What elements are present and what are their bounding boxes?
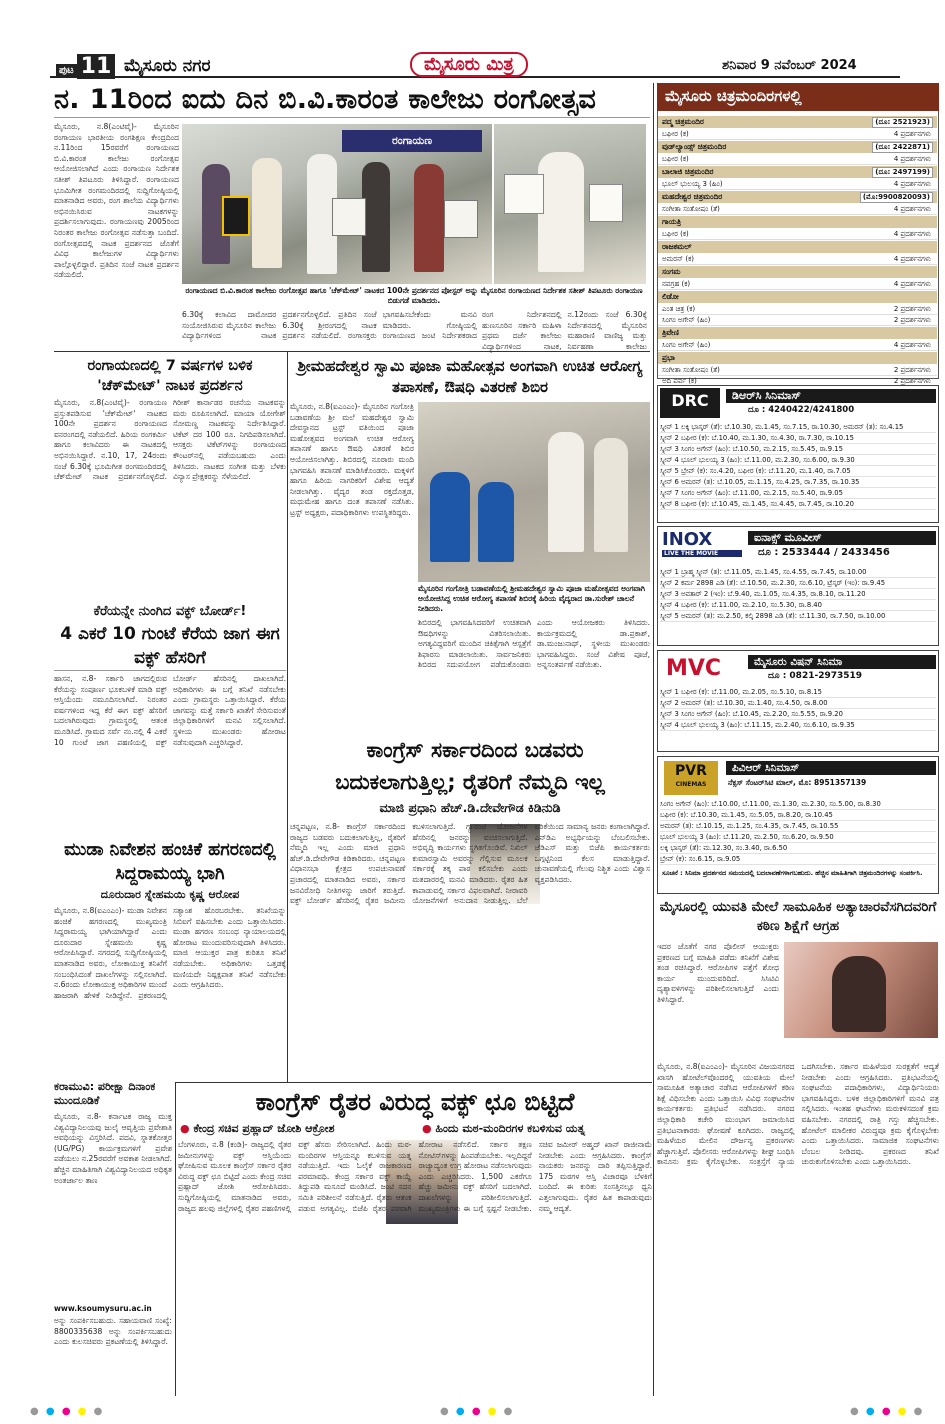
- drc-phone: ದೂ : 4240422/4241800: [748, 405, 855, 415]
- ksou-website[interactable]: www.ksoumysuru.ac.in: [54, 1304, 152, 1313]
- theatre-name-text: ಪದ್ಮ ಚಿತ್ರಮಂದಿರ: [662, 117, 704, 126]
- showtime-row: ಸ್ಕ್ರೀನ್ 7 ಸಿಂಗಂ ಅಗೇನ್ (ಹಿಂ): ಬೆ.11.00, ಮ.2.15, ಸಂ.5.40, ರಾ.9.05: [660, 488, 936, 499]
- waqf-lake-headline: 4 ಎಕರೆ 10 ಗುಂಟೆ ಕೆರೆಯ ಜಾಗ ಈಗ ವಕ್ಫ್ ಹೆಸರಿಗೆ: [54, 622, 286, 671]
- pvr-logo: [664, 761, 718, 795]
- movie-shows: 4 ಪ್ರದರ್ಶನಗಳು: [893, 280, 931, 288]
- movie-row: [658, 129, 937, 140]
- waqf-farmers-bullet-2: ● ಹಿಂದು ಮಠ-ಮಂದಿರಗಳ ಕಬಳಿಸುವ ಯತ್ನ: [422, 1122, 585, 1135]
- pvr-address: ನೆಕ್ಸಸ್ ಸೆಂಟರ್‌ಸಿಟಿ ಮಾಲ್, ಮೊ: 8951357139: [728, 778, 867, 787]
- theatre-name-text: ತ್ರಿವೇಣಿ: [662, 328, 679, 337]
- print-registration-dots: ● ● ● ● ●: [850, 1406, 925, 1417]
- health-camp-photo: [418, 402, 650, 582]
- lead-body-bottom: 6.30ಕ್ಕೆ ಕಲಾವಿದ ದಾಮೋದರ ಸಂಯೋಜಿಸಿರುವ ಮೈಸೂರಿನ ಕಾಲೇಜು ವಿದ್ಯಾರ್ಥಿಗಳಿಂದ ನಾಟಕ ಪ್ರದರ್ಶನಗೊಳ್ಳಲಿದೆ. ಪ್ರತಿದಿನ ಸಂಜೆ 6.30ಕ್ಕೆ ಶ್ರೀರಂಗದಲ್ಲಿ ನಾಟಕ ಪ್ರದರ್ಶನ ನಡೆಯಲಿದೆ. ರಂಗಾಸಕ್ತರು ಭಾಗವಹಿಸಬೇಕೆಂದು ಮನವಿ ಮಾಡಿದರು. ಗೋಷ್ಠಿಯಲ್ಲಿ ರಂಗಾಯಣದ ಜಂಟಿ ನಿರ್ದೇಶಕರಾದ: [182, 310, 477, 341]
- movie-title: ಎಂತ ಚಿತ್ರ (ಕ): [662, 305, 696, 313]
- pvr-note: ಸೂಚನೆ : ಸಿನಿಮಾ ಪ್ರದರ್ಶನದ ಸಮಯದಲ್ಲಿ ಬದಲಾವಣೆಗಳಾಗಬಹುದು. ಹೆಚ್ಚಿನ ಮಾಹಿತಿಗಾಗಿ ಚಿತ್ರಮಂದಿರಗಳನ್ನು ಸಂಪರ್ಕಿಸಿ.: [662, 869, 923, 877]
- inox-name: ಐನಾಕ್ಸ್ ಮೂವೀಸ್: [748, 531, 936, 545]
- movie-shows: 4 ಪ್ರದರ್ಶನಗಳು: [893, 155, 931, 163]
- movie-shows: 2 ಪ್ರದರ್ಶನಗಳು: [893, 366, 931, 374]
- theatre-name: [658, 352, 937, 364]
- page-number-value: 11: [77, 54, 116, 79]
- gowda-headline-1: ಕಾಂಗ್ರೆಸ್ ಸರ್ಕಾರದಿಂದ ಬಡವರು: [366, 738, 584, 762]
- movie-title: ಅದಿ ಪರ್ವ (ಕ): [662, 377, 697, 385]
- waqf-lake-body: ಹಾಸನ, ನ.8- ಸರ್ಕಾರಿ ಜಾಗದಲ್ಲಿರುವ ಕೆರೆಯನ್ನು ಸಂಪೂರ್ಣ ಭೂಕಬಳಿಕೆ ಮಾಡಿ ವಕ್ಫ್ ಆಸ್ತಿಯೆಂದು ನಮೂದಿಸಲಾಗಿದೆ. ನಿರಂತರ ವರ್ಷಗಳಿಂದ ಇದ್ದ ಕೆರೆ ಈಗ ವಕ್ಫ್ ಹೆಸರಿಗೆ ಬದಲಾಗಿರುವುದು ಗ್ರಾಮಸ್ಥರಲ್ಲಿ ಆತಂಕ ಮೂಡಿಸಿದೆ. ಗ್ರಾಮದ ಸರ್ವೆ ನಂ.ನಲ್ಲಿ 4 ಎಕರೆ 10 ಗುಂಟೆ ಜಾಗ ಪಹಣಿಯಲ್ಲಿ ವಕ್ಫ್ ಬೋರ್ಡ್ ಹೆಸರಿನಲ್ಲಿ ದಾಖಲಾಗಿದೆ. ಅಧಿಕಾರಿಗಳು ಈ ಬಗ್ಗೆ ತನಿಖೆ ನಡೆಸಬೇಕು ಎಂದು ಗ್ರಾಮಸ್ಥರು ಒತ್ತಾಯಿಸಿದ್ದಾರೆ. ಕೆರೆಯ ಜಾಗವನ್ನು ಮತ್ತೆ ಸರ್ಕಾರಿ ಖಾತೆಗೆ ಸೇರಿಸುವಂತೆ ಜಿಲ್ಲಾಧಿಕಾರಿಗಳಿಗೆ ಮನವಿ ಸಲ್ಲಿಸಲಾಗಿದೆ. ಸ್ಥಳೀಯ ಮುಖಂಡರು ಹೋರಾಟ ನಡೆಸುವುದಾಗಿ ಎಚ್ಚರಿಸಿದ್ದಾರೆ.: [54, 674, 286, 747]
- section-rule: [176, 1082, 652, 1083]
- movie-row: [658, 304, 937, 315]
- showtime-row: ಸ್ಕ್ರೀನ್ 5 ಬ್ರೇವ್ (ಕ): ಸಂ.4.20, ಬಘೀರ (ಕ): ಬೆ.11.20, ಮ.1.40, ರಾ.7.05: [660, 466, 936, 477]
- showtime-row: ಸ್ಕ್ರೀನ್ 6 ಅಮರನ್ (ತ): ಬೆ.10.05, ಮ.1.15, ಸಂ.4.25, ರಾ.7.35, ರಾ.10.35: [660, 477, 936, 488]
- lead-body-left: ಮೈಸೂರು, ನ.8(ಎಂಟಿವೈ)- ಮೈಸೂರಿನ ರಂಗಾಯಣ ಭಾರತೀಯ ರಂಗಶಿಕ್ಷಣ ಕೇಂದ್ರದಿಂದ ನ.11ರಿಂದ 15ರವರೆಗೆ ರಂಗಾಯಣದ ಬಿ.ವಿ.ಕಾರಂತ ಕಾಲೇಜು ರಂಗೋತ್ಸವ ಆಯೋಜಿಸಲಾಗಿದೆ ಎಂದು ರಂಗಾಯಣ ನಿರ್ದೇಶಕ ಸತೀಶ್ ತಿಪಟೂರು ತಿಳಿಸಿದ್ದಾರೆ. ರಂಗಾಯಣದ ಭೂಮಿಗೀತ ರಂಗಮಂದಿರದಲ್ಲಿ ಸುದ್ದಿಗೋಷ್ಠಿಯಲ್ಲಿ ಮಾತನಾಡಿದ ಅವರು, ರಂಗ ಶಾಲೆಯ ವಿದ್ಯಾರ್ಥಿಗಳು ಅಭಿನಯಿಸಿರುವ ನಾಟಕಗಳನ್ನು ಪ್ರದರ್ಶಿಸಲಾಗುವುದು. ರಂಗಾಯಣವು 2005ರಿಂದ ನಿರಂತರ ಕಾಲೇಜು ರಂಗೋತ್ಸವ ನಡೆಸುತ್ತಾ ಬಂದಿದೆ. ರಂಗೋತ್ಸವದಲ್ಲಿ ನಾಟಕ ಪ್ರದರ್ಶನದ ಜೊತೆಗೆ ವಿವಿಧ ಕಾಲೇಜುಗಳ ವಿದ್ಯಾರ್ಥಿಗಳು ಪಾಲ್ಗೊಳ್ಳಲಿದ್ದಾರೆ. ಪ್ರತಿದಿನ ಸಂಜೆ ನಾಟಕ ಪ್ರದರ್ಶನ ನಡೆಯಲಿದೆ.: [54, 122, 179, 280]
- person-figure: [594, 438, 628, 552]
- assault-photo: [784, 942, 938, 1038]
- theatre-name: [658, 241, 937, 253]
- health-camp-photo-caption: ಮೈಸೂರಿನ ಗಂಗೋತ್ರಿ ಬಡಾವಣೆಯಲ್ಲಿ ಶ್ರೀಮಹದೇಶ್ವರ ಸ್ವಾಮಿ ಪೂಜಾ ಮಹೋತ್ಸವದ ಅಂಗವಾಗಿ ಆಯೋಜಿಸಿದ್ದ ಉಚಿತ ಆರೋಗ್ಯ ತಪಾಸಣೆ ಶಿಬಿರಕ್ಕೆ ಹಿರಿಯ ವೈದ್ಯರಾದ ಡಾ.ಸುರೇಶ್ ಚಾಲನೆ ನೀಡಿದರು.: [418, 584, 645, 613]
- column-rule: [175, 1082, 176, 1396]
- ksou-body: ಮೈಸೂರು, ನ.8- ಕರ್ನಾಟಕ ರಾಜ್ಯ ಮುಕ್ತ ವಿಶ್ವವಿದ್ಯಾನಿಲಯವು ಜುಲೈ ಆವೃತ್ತಿಯ ಪ್ರವೇಶಾತಿ ಅವಧಿಯನ್ನು ವಿಸ್ತರಿಸಿದೆ. ಪದವಿ, ಸ್ನಾತಕೋತ್ತರ (UG/PG) ಕಾರ್ಯಕ್ರಮಗಳಿಗೆ ಪ್ರವೇಶ ಪಡೆಯಲು ನ.25ರವರೆಗೆ ಅವಕಾಶ ನೀಡಲಾಗಿದೆ. ಹೆಚ್ಚಿನ ಮಾಹಿತಿಗಾಗಿ ವಿಶ್ವವಿದ್ಯಾನಿಲಯದ ಅಧಿಕೃತ ಅಂತರ್ಜಾಲ ತಾಣ: [54, 1112, 172, 1185]
- bullet-1-text: ಕೇಂದ್ರ ಸಚಿವ ಪ್ರಹ್ಲಾದ್ ಜೋಶಿ ಆಕ್ರೋಶ: [193, 1122, 335, 1135]
- person-figure: [538, 152, 584, 272]
- figure-silhouette: [832, 956, 886, 1032]
- gowda-subhead: ಮಾಜಿ ಪ್ರಧಾನಿ ಹೆಚ್.ಡಿ.ದೇವೇಗೌಡ ಕಿಡಿನುಡಿ: [379, 800, 561, 815]
- movie-row: [658, 204, 937, 215]
- inox-logo-sub: LIVE THE MOVIE: [662, 550, 742, 557]
- lead-body-right: ರಂಗ ನಿರ್ದೇಶನದಲ್ಲಿ ಹುಣಸೂರಿನ ಸರ್ಕಾರಿ ಮಹಿಳಾ ಪ್ರಥಮ ದರ್ಜೆ ಕಾಲೇಜು ವಿದ್ಯಾರ್ಥಿಗಳಿಂದ ನಾಟಕ, ನ.12ರಂದು ಸಂಜೆ 6.30ಕ್ಕೆ ನಿರ್ದೇಶನದಲ್ಲಿ ಮೈಸೂರಿನ ಮಹಾರಾಣಿ ವಾಣಿಜ್ಯ ಮತ್ತು ನಿರ್ವಹಣಾ ಕಾಲೇಜು: [482, 310, 647, 351]
- poster: [222, 196, 250, 236]
- theatre-name: [658, 266, 937, 278]
- movie-title: ನವಗ್ರಹ (ಕ): [662, 280, 691, 288]
- showtime-row: ಸ್ಕ್ರೀನ್ 4 ಬಘೀರ (ಕ): ಬೆ.11.00, ಮ.2.10, ಸಂ.5.30, ರಾ.8.40: [660, 600, 936, 611]
- assault-body: ಮೈಸೂರು, ನ.8(ಐಎಂಎಂ)- ಮೈಸೂರಿನ ವಿಜಯನಗರದ ಖಾಸಗಿ ಹೋಟೆಲ್‌ವೊಂದರಲ್ಲಿ ಯುವತಿಯ ಮೇಲೆ ಸಾಮೂಹಿಕ ಅತ್ಯಾಚಾರ ನಡೆಸಿದ ಆರೋಪಿಗಳಿಗೆ ಕಠಿಣ ಶಿಕ್ಷೆ ವಿಧಿಸಬೇಕು ಎಂದು ಒತ್ತಾಯಿಸಿ ವಿವಿಧ ಸಂಘಟನೆಗಳ ಕಾರ್ಯಕರ್ತರು ಪ್ರತಿಭಟನೆ ನಡೆಸಿದರು. ನಗರದ ಜಿಲ್ಲಾಧಿಕಾರಿ ಕಚೇರಿ ಮುಂಭಾಗ ಜಮಾಯಿಸಿದ ಪ್ರತಿಭಟನಾಕಾರರು ಘೋಷಣೆ ಕೂಗಿದರು. ರಾಜ್ಯದಲ್ಲಿ ಮಹಿಳೆಯರ ಮೇಲಿನ ದೌರ್ಜನ್ಯ ಪ್ರಕರಣಗಳು ಹೆಚ್ಚಾಗುತ್ತಿವೆ. ಪೊಲೀಸರು ಆರೋಪಿಗಳನ್ನು ಶೀಘ್ರ ಬಂಧಿಸಿ ಕಾನೂನು ಕ್ರಮ ಕೈಗೊಳ್ಳಬೇಕು. ಸಂತ್ರಸ್ತೆಗೆ ನ್ಯಾಯ ಒದಗಿಸಬೇಕು. ಸರ್ಕಾರ ಮಹಿಳೆಯರ ಸುರಕ್ಷತೆಗೆ ಆದ್ಯತೆ ನೀಡಬೇಕು ಎಂದು ಆಗ್ರಹಿಸಿದರು. ಪ್ರತಿಭಟನೆಯಲ್ಲಿ ಸಂಘಟನೆಯ ಪದಾಧಿಕಾರಿಗಳು, ವಿದ್ಯಾರ್ಥಿನಿಯರು ಭಾಗವಹಿಸಿದ್ದರು. ಬಳಿಕ ಜಿಲ್ಲಾಧಿಕಾರಿಗಳಿಗೆ ಮನವಿ ಪತ್ರ ಸಲ್ಲಿಸಿದರು. ಇಂತಹ ಘಟನೆಗಳು ಮರುಕಳಿಸದಂತೆ ಕ್ರಮ ವಹಿಸಬೇಕು. ನಗರದಲ್ಲಿ ರಾತ್ರಿ ಗಸ್ತು ಹೆಚ್ಚಿಸಬೇಕು. ಹೋಟೆಲ್ ಮಾಲೀಕರ ವಿರುದ್ಧವೂ ಕ್ರಮ ಕೈಗೊಳ್ಳಬೇಕು ಎಂದು ಒತ್ತಾಯಿಸಿದರು. ಸಾಮಾಜಿಕ ಸಂಘಟನೆಗಳು ಬೆಂಬಲ ನೀಡಿದವು. ಪ್ರಕರಣದ ತನಿಖೆ ಚುರುಕುಗೊಳಿಸಬೇಕು ಎಂದು ಒತ್ತಾಯಿಸಿದರು.: [657, 1062, 939, 1167]
- showtime-row: ಸ್ಕ್ರೀನ್ 5 ಅಮರನ್ (ತ): ಮ.2.50, ಕಲ್ಕಿ 2898 ಎಡಿ (ತೆ): ಬೆ.11.30, ರಾ.7.50, ರಾ.10.00: [660, 611, 936, 622]
- ksou-body-2: ಅನ್ನು ಸಂಪರ್ಕಿಸಬಹುದು. ಸಹಾಯವಾಣಿ ಸಂಖ್ಯೆ: 8800335638 ಅನ್ನು ಸಂಪರ್ಕಿಸಬಹುದು ಎಂದು ಕುಲಸಚಿವರು ಪ್ರಕಟಣೆಯಲ್ಲಿ ತಿಳಿಸಿದ್ದಾರೆ.: [54, 1316, 172, 1347]
- theatre-name-text: ಲಿಡೋ: [662, 292, 679, 301]
- gowda-headline-2: ಬದುಕಲಾಗುತ್ತಿಲ್ಲ; ರೈತರಿಗೆ ನೆಮ್ಮದಿ ಇಲ್ಲ: [335, 770, 605, 794]
- lead-photo-2: [494, 124, 646, 284]
- theatre-name: [658, 291, 937, 303]
- certificate: [504, 174, 544, 214]
- showtime-row: ಲಕ್ಕಿ ಭಾಸ್ಕರ್ (ತೆ): ಮ.12.30, ಸಂ.3.40, ರಾ.6.50: [660, 843, 936, 854]
- theatre-phone: (ದೂ: 2521923): [872, 117, 933, 128]
- movie-shows: 4 ಪ್ರದರ್ಶನಗಳು: [893, 341, 931, 349]
- movie-row: [658, 365, 937, 376]
- pvr-name: ಪಿವಿಆರ್ ಸಿನಿಮಾಸ್: [726, 761, 936, 775]
- waqf-farmers-headline: ಕಾಂಗ್ರೆಸ್ ರೈತರ ವಿರುದ್ಧ ವಕ್ಫ್ ಛೂ ಬಿಟ್ಟಿದೆ: [255, 1088, 575, 1116]
- theatre-name: [658, 116, 937, 128]
- movie-shows: 4 ಪ್ರದರ್ಶನಗಳು: [893, 230, 931, 238]
- movie-title: ಭೂಲ್ ಭುಲಯ್ಯ 3 (ಹಿಂ): [662, 180, 723, 188]
- mvc-logo: MVC: [666, 656, 722, 681]
- poster: [444, 200, 478, 238]
- ksou-headline: ಕರಾಮುವಿ: ಪರೀಕ್ಷಾ ದಿನಾಂಕ ಮುಂದೂಡಿಕೆ: [54, 1080, 156, 1107]
- pvr-box: [657, 756, 939, 894]
- health-camp-body-2: ಶಿಬಿರದಲ್ಲಿ ಭಾಗವಹಿಸಿದವರಿಗೆ ಉಚಿತವಾಗಿ ಔಷಧಿಗಳನ್ನು ವಿತರಿಸಲಾಯಿತು. ಅಗತ್ಯವಿದ್ದವರಿಗೆ ಮುಂದಿನ ಚಿಕಿತ್ಸೆಗಾಗಿ ಆಸ್ಪತ್ರೆಗೆ ಶಿಫಾರಸು ಮಾಡಲಾಯಿತು. ಸಾರ್ವಜನಿಕರು ಶಿಬಿರದ ಸದುಪಯೋಗ ಪಡೆದುಕೊಂಡರು ಎಂದು ಆಯೋಜಕರು ತಿಳಿಸಿದರು. ಕಾರ್ಯಕ್ರಮದಲ್ಲಿ ಡಾ.ಪ್ರಕಾಶ್, ಡಾ.ಮಂಜುನಾಥ್, ಸ್ಥಳೀಯ ಮುಖಂಡರು ಭಾಗವಹಿಸಿದ್ದರು. ಸಂಜೆ ವಿಶೇಷ ಪೂಜೆ, ಅನ್ನಸಂತರ್ಪಣೆ ನಡೆಯಿತು.: [418, 618, 650, 670]
- theatre-name-text: ರಾಜಕಮಲ್: [662, 242, 692, 251]
- pvr-logo-sub: CINEMAS: [675, 781, 707, 788]
- showtime-row: ಅಮರನ್ (ತ): ಬೆ.10.15, ಮ.1.25, ಸಂ.4.35, ರಾ.7.45, ರಾ.10.55: [660, 821, 936, 832]
- theatre-name-text: ಸಂಗಮ: [662, 267, 681, 276]
- showtime-row: ಬ್ರೇವ್ (ಕ): ಸಂ.6.15, ರಾ.9.05: [660, 854, 936, 865]
- showtime-row: ಸ್ಕ್ರೀನ್ 2 ಬಘೀರ (ಕ): ಬೆ.10.40, ಮ.1.30, ಸಂ.4.30, ರಾ.7.30, ರಾ.10.15: [660, 433, 936, 444]
- theatre-name: [658, 141, 937, 153]
- movie-row: [658, 154, 937, 165]
- page-number: [56, 54, 115, 79]
- movie-title: ಬಘೀರ (ಕ): [662, 130, 689, 138]
- student-figure: [430, 472, 470, 562]
- showtime-row: ಸ್ಕ್ರೀನ್ 2 ಅಮರನ್ (ತ): ಬೆ.10.30, ಮ.1.40, ಸಂ.4.50, ರಾ.8.00: [660, 698, 936, 709]
- gowda-body: ಚನ್ನಪಟ್ಟಣ, ನ.8- ಕಾಂಗ್ರೆಸ್ ಸರ್ಕಾರದಿಂದ ರಾಜ್ಯದ ಬಡವರು ಬದುಕಲಾಗುತ್ತಿಲ್ಲ, ರೈತರಿಗೆ ನೆಮ್ಮದಿ ಇಲ್ಲ ಎಂದು ಮಾಜಿ ಪ್ರಧಾನಿ ಹೆಚ್.ಡಿ.ದೇವೇಗೌಡ ಕಿಡಿಕಾರಿದರು. ಚನ್ನಪಟ್ಟಣ ವಿಧಾನಸಭಾ ಕ್ಷೇತ್ರದ ಉಪಚುನಾವಣೆ ಪ್ರಚಾರದಲ್ಲಿ ಮಾತನಾಡಿದ ಅವರು, ಸರ್ಕಾರ ಜನವಿರೋಧಿ ನೀತಿಗಳನ್ನು ಜಾರಿಗೆ ತರುತ್ತಿದೆ. ವಕ್ಫ್ ಬೋರ್ಡ್ ಹೆಸರಿನಲ್ಲಿ ರೈತರ ಜಮೀನು ಕಬಳಿಸಲಾಗುತ್ತಿದೆ. ಗ್ಯಾರಂಟಿ ಯೋಜನೆಗಳ ಹೆಸರಿನಲ್ಲಿ ಜನರನ್ನು ವಂಚಿಸಲಾಗುತ್ತಿದೆ. ಅಭಿವೃದ್ಧಿ ಕಾರ್ಯಗಳು ಸ್ಥಗಿತಗೊಂಡಿವೆ. ನಿಖಿಲ್ ಕುಮಾರಸ್ವಾಮಿ ಅವರನ್ನು ಗೆಲ್ಲಿಸುವ ಮೂಲಕ ಸರ್ಕಾರಕ್ಕೆ ತಕ್ಕ ಪಾಠ ಕಲಿಸಬೇಕು ಎಂದು ಮತದಾರರಲ್ಲಿ ಮನವಿ ಮಾಡಿದರು. ರೈತರ ಹಿತ ಕಾಪಾಡುವಲ್ಲಿ ಸರ್ಕಾರ ವಿಫಲವಾಗಿದೆ. ನೀರಾವರಿ ಯೋಜನೆಗಳಿಗೆ ಅನುದಾನ ನೀಡುತ್ತಿಲ್ಲ. ಬೆಲೆ ಏರಿಕೆಯಿಂದ ಸಾಮಾನ್ಯ ಜನರು ಕಂಗಾಲಾಗಿದ್ದಾರೆ. ಎನ್‌ಡಿಎ ಅಭ್ಯರ್ಥಿಯನ್ನು ಬೆಂಬಲಿಸಬೇಕು. ಜೆಡಿಎಸ್ ಮತ್ತು ಬಿಜೆಪಿ ಕಾರ್ಯಕರ್ತರು ಒಗ್ಗಟ್ಟಿನಿಂದ ಕೆಲಸ ಮಾಡುತ್ತಿದ್ದಾರೆ. ಚುನಾವಣೆಯಲ್ಲಿ ಗೆಲುವು ನಿಶ್ಚಿತ ಎಂದು ವಿಶ್ವಾಸ ವ್ಯಕ್ತಪಡಿಸಿದರು.: [290, 822, 650, 906]
- showtime-row: ಸ್ಕ್ರೀನ್ 3 ಸಿಂಗಂ ಅಗೇನ್ (ಹಿಂ): ಬೆ.10.45, ಮ.2.20, ಸಂ.5.55, ರಾ.9.20: [660, 709, 936, 720]
- movie-row: [658, 315, 937, 326]
- masthead-logo: ಮೈಸೂರು ಮಿತ್ರ: [410, 52, 528, 77]
- checkmate-headline: ರಂಗಾಯಣದಲ್ಲಿ 7 ವರ್ಷಗಳ ಬಳಿಕ 'ಚೆಕ್‌ಮೇಟ್' ನಾಟಕ ಪ್ರದರ್ಶನ: [87, 358, 253, 394]
- mvc-phone: ದೂ : 0821-2973519: [768, 671, 863, 681]
- movie-title: ಸಂಗೀತಾ ಸಂತೋಷಂ (ತೆ): [662, 366, 720, 374]
- drc-box: [657, 385, 939, 523]
- lead-photo-caption: ರಂಗಾಯಣದ ಬಿ.ವಿ.ಕಾರಂತ ಕಾಲೇಜು ರಂಗೋತ್ಸವ ಹಾಗೂ 'ಚೆಕ್‌ಮೇಟ್' ನಾಟಕದ 100ನೇ ಪ್ರದರ್ಶನದ ಪೋಸ್ಟರ್ ಅನ್ನು ಮೈಸೂರಿನ ರಂಗಾಯಣದ ನಿರ್ದೇಶಕ ಸತೀಶ್ ತಿಪಟೂರು ರಂಗಾಯಣ ಬಿಡುಗಡೆ ಮಾಡಿದರು.: [185, 286, 643, 305]
- theatre-phone: (ಮೊ:9900820093): [860, 192, 933, 203]
- theatre-listing-title: ಮೈಸೂರು ಚಿತ್ರಮಂದಿರಗಳಲ್ಲಿ: [657, 83, 939, 111]
- movie-title: ಸಂಗೀತಾ ಸಂತೋಷಂ (ತೆ): [662, 205, 720, 213]
- showtime-row: ಸ್ಕ್ರೀನ್ 3 ಅವತಾರ್ 2 (ಇಂ): ಬೆ.9.40, ಮ.1.05, ಸಂ.4.35, ರಾ.8.10, ರಾ.11.20: [660, 589, 936, 600]
- theatre-name: [658, 166, 937, 178]
- movie-shows: 4 ಪ್ರದರ್ಶನಗಳು: [893, 205, 931, 213]
- theatre-phone: (ದೂ: 2422871): [872, 142, 933, 153]
- theatre-name-text: ಬಾಲಾಜಿ ಚಿತ್ರಮಂದಿರ: [662, 167, 714, 176]
- checkmate-body: ಮೈಸೂರು, ನ.8(ಎಂಟಿವೈ)- ರಂಗಾಯಣ ಪ್ರಸ್ತುತಪಡಿಸುವ 'ಚೆಕ್‌ಮೇಟ್' ನಾಟಕದ 100ನೇ ಪ್ರದರ್ಶನ ರಂಗಾಯಣದ ವನರಂಗದಲ್ಲಿ ನಡೆಯಲಿದೆ. ಹಿರಿಯ ರಂಗಕರ್ಮಿ ಹಾಗೂ ಕಲಾವಿದರು ಈ ನಾಟಕದಲ್ಲಿ ಅಭಿನಯಿಸಿದ್ದಾರೆ. ನ.10, 17, 24ರಂದು ಸಂಜೆ 6.30ಕ್ಕೆ ಭೂಮಿಗೀತ ರಂಗಮಂದಿರದಲ್ಲಿ ಚೆಕ್‌ಮೇಟ್ ನಾಟಕ ಪ್ರದರ್ಶನಗೊಳ್ಳಲಿದೆ. ಗಿರೀಶ್ ಕಾರ್ನಾಡರ ರಚನೆಯ ನಾಟಕವನ್ನು ಮರು ರೂಪಿಸಲಾಗಿದೆ. ಮಾಯಾ ಯೋಗೇಶ್ ಸೋಮಣ್ಣ ನಾಟಕವನ್ನು ನಿರ್ದೇಶಿಸಿದ್ದಾರೆ. ಟಿಕೆಟ್ ದರ 100 ರೂ. ನಿಗದಿಪಡಿಸಲಾಗಿದೆ. ಆಸಕ್ತರು ಟಿಕೆಟ್‌ಗಳನ್ನು ರಂಗಾಯಣದ ಕೌಂಟರ್‌ನಲ್ಲಿ ಪಡೆಯಬಹುದು ಎಂದು ತಿಳಿಸಿದರು. ನಾಟಕದ ಸಂಗೀತ ಮತ್ತು ಬೆಳಕು ವಿನ್ಯಾಸ ಪ್ರೇಕ್ಷಕರನ್ನು ಸೆಳೆಯಲಿದೆ.: [54, 398, 286, 482]
- print-registration-dots: ● ● ● ● ●: [440, 1406, 515, 1417]
- person-figure: [252, 158, 282, 268]
- movie-shows: 4 ಪ್ರದರ್ಶನಗಳು: [893, 180, 931, 188]
- muda-body: ಮೈಸೂರು, ನ.8(ಐಎಂಎಂ)- ಮುಡಾ ನಿವೇಶನ ಹಂಚಿಕೆ ಹಗರಣದಲ್ಲಿ ಮುಖ್ಯಮಂತ್ರಿ ಸಿದ್ದರಾಮಯ್ಯ ಭಾಗಿಯಾಗಿದ್ದಾರೆ ಎಂದು ದೂರುದಾರ ಸ್ನೇಹಮಯಿ ಕೃಷ್ಣ ಆರೋಪಿಸಿದ್ದಾರೆ. ನಗರದಲ್ಲಿ ಸುದ್ದಿಗೋಷ್ಠಿಯಲ್ಲಿ ಮಾತನಾಡಿದ ಅವರು, ಲೋಕಾಯುಕ್ತ ತನಿಖೆಗೆ ಸಂಬಂಧಿಸಿದಂತೆ ದಾಖಲೆಗಳನ್ನು ಸಲ್ಲಿಸಲಾಗಿದೆ. ನ.6ರಂದು ಲೋಕಾಯುಕ್ತ ಅಧಿಕಾರಿಗಳ ಮುಂದೆ ಹಾಜರಾಗಿ ಹೇಳಿಕೆ ನೀಡಿದ್ದೇನೆ. ಪ್ರಕರಣದಲ್ಲಿ ಸತ್ಯಾಂಶ ಹೊರಬರಬೇಕು. ತನಿಖೆಯನ್ನು ಸಿಬಿಐಗೆ ವಹಿಸಬೇಕು ಎಂದು ಒತ್ತಾಯಿಸಿದರು. ಮುಡಾ ಹಗರಣ ಸಂಬಂಧ ನ್ಯಾಯಾಲಯದಲ್ಲಿ ಹೋರಾಟ ಮುಂದುವರಿಸುವುದಾಗಿ ತಿಳಿಸಿದರು. ಮಾಜಿ ಆಯುಕ್ತರ ಪಾತ್ರ ಕುರಿತೂ ತನಿಖೆ ನಡೆಯಬೇಕು. ಅಧಿಕಾರಿಗಳು ಒತ್ತಡಕ್ಕೆ ಮಣಿಯದೇ ನಿಷ್ಪಕ್ಷಪಾತ ತನಿಖೆ ನಡೆಸಬೇಕು ಎಂದು ಆಗ್ರಹಿಸಿದರು.: [54, 906, 286, 1000]
- showtime-row: ಸ್ಕ್ರೀನ್ 3 ಸಿಂಗಂ ಅಗೇನ್ (ಹಿಂ): ಬೆ.10.50, ಮ.2.15, ಸಂ.5.45, ರಾ.9.15: [660, 444, 936, 455]
- inox-logo: [662, 530, 742, 560]
- theatre-name-text: ಗಾಯತ್ರಿ: [662, 217, 682, 226]
- showtime-row: ಸ್ಕ್ರೀನ್ 4 ಭೂಲ್ ಭುಲಯ್ಯ 3 (ಹಿಂ): ಬೆ.11.15, ಮ.2.40, ಸಂ.6.10, ರಾ.9.35: [660, 720, 936, 731]
- movie-title: ಸಿಂಗಂ ಅಗೇನ್ (ಹಿಂ): [662, 341, 711, 349]
- showtime-row: ಸ್ಕ್ರೀನ್ 1 ಬಘೀರ (ಕ): ಬೆ.11.00, ಮ.2.05, ಸಂ.5.10, ರಾ.8.15: [660, 687, 936, 698]
- showtime-row: ಸ್ಕ್ರೀನ್ 2 ಕರ್ಮ 2898 ಎಡಿ (ತೆ): ಬೆ.10.50, ಮ.2.30, ಸಂ.6.10, ಟ್ರೆಸ್ಕರ್ (ಇಂ): ರಾ.9.45: [660, 578, 936, 589]
- showtime-row: ಸ್ಕ್ರೀನ್ 8 ಬಘೀರ (ಕ): ಬೆ.10.45, ಮ.1.45, ಸಂ.4.45, ರಾ.7.45, ರಾ.10.20: [660, 499, 936, 510]
- drc-name: ಡಿಆರ್‌ಸಿ ಸಿನಿಮಾಸ್: [726, 389, 936, 403]
- page-label: ಪುಟ: [56, 64, 77, 77]
- movie-shows: 4 ಪ್ರದರ್ಶನಗಳು: [893, 255, 931, 263]
- showtime-row: ಭೂಲ್ ಭುಲಯ್ಯ 3 (ಹಿಂ): ಬೆ.11.20, ಮ.2.50, ಸಂ.6.20, ರಾ.9.50: [660, 832, 936, 843]
- theatre-name-text: ಮಹದೇಶ್ವರ ಚಿತ್ರಮಂದಿರ: [662, 192, 723, 201]
- showtime-row: ಸ್ಕ್ರೀನ್ 1 ಬ್ರಾಹ್ಮ ಸ್ಕ್ರೀನ್ (ತ): ಬೆ.11.05, ಮ.1.45, ಸಂ.4.55, ರಾ.7.45, ರಾ.10.00: [660, 567, 936, 578]
- lead-headline: ನ. 11ರಿಂದ ಐದು ದಿನ ಬಿ.ವಿ.ಕಾರಂತ ಕಾಲೇಜು ರಂಗೋತ್ಸವ: [54, 83, 650, 118]
- print-registration-dots: ● ● ● ● ●: [30, 1406, 105, 1417]
- theatre-list: [657, 112, 939, 385]
- column-rule: [653, 83, 654, 1396]
- movie-title: ಬಘೀರ (ಕ): [662, 230, 689, 238]
- inox-logo-text: INOX: [662, 529, 713, 550]
- student-figure: [478, 482, 514, 562]
- person-figure: [362, 162, 390, 272]
- movie-row: [658, 229, 937, 240]
- mvc-name: ಮೈಸೂರು ವಿಷನ್ ಸಿನಿಮಾ: [748, 655, 936, 669]
- issue-date: ಶನಿವಾರ 9 ನವೆಂಬರ್ 2024: [722, 58, 857, 73]
- theatre-phone: (ದೂ: 2497199): [872, 167, 933, 178]
- waqf-farmers-bullet-1: ● ಕೇಂದ್ರ ಸಚಿವ ಪ್ರಹ್ಲಾದ್ ಜೋಶಿ ಆಕ್ರೋಶ: [180, 1122, 335, 1135]
- assault-body-top: ಇದರ ಜೊತೆಗೆ ನಗರ ಪೊಲೀಸ್ ಆಯುಕ್ತರು ಪ್ರಕರಣದ ಬಗ್ಗೆ ಮಾಹಿತಿ ಪಡೆದು ತನಿಖೆಗೆ ವಿಶೇಷ ತಂಡ ರಚಿಸಿದ್ದಾರೆ. ಆರೋಪಿಗಳ ಪತ್ತೆಗೆ ಶೋಧ ಕಾರ್ಯ ಮುಂದುವರಿದಿದೆ. ಸಿಸಿಟಿವಿ ದೃಶ್ಯಾವಳಿಗಳನ್ನು ಪರಿಶೀಲಿಸಲಾಗುತ್ತಿದೆ ಎಂದು ತಿಳಿಸಿದ್ದಾರೆ.: [657, 942, 779, 1004]
- movie-title: ಅಮರನ್ (ಕ): [662, 255, 694, 263]
- section-title: ಮೈಸೂರು ನಗರ: [124, 56, 211, 76]
- movie-row: [658, 179, 937, 190]
- health-camp-body: ಮೈಸೂರು, ನ.8(ಐಎಂಎಂ)- ಮೈಸೂರಿನ ಗಂಗೋತ್ರಿ ಬಡಾವಣೆಯ ಶ್ರೀ ಮಲೆ ಮಹದೇಶ್ವರ ಸ್ವಾಮಿ ದೇವಸ್ಥಾನದ ಟ್ರಸ್ಟ್ ವತಿಯಿಂದ ಪೂಜಾ ಮಹೋತ್ಸವದ ಅಂಗವಾಗಿ ಉಚಿತ ಆರೋಗ್ಯ ತಪಾಸಣೆ ಹಾಗೂ ಔಷಧಿ ವಿತರಣೆ ಶಿಬಿರ ಆಯೋಜಿಸಲಾಗಿತ್ತು. ಶಿಬಿರದಲ್ಲಿ ನೂರಾರು ಮಂದಿ ಭಾಗವಹಿಸಿ ತಪಾಸಣೆ ಮಾಡಿಸಿಕೊಂಡರು. ಮಕ್ಕಳಿಗೆ ಹಾಗೂ ಹಿರಿಯ ನಾಗರಿಕರಿಗೆ ವಿಶೇಷ ಆದ್ಯತೆ ನೀಡಲಾಗಿತ್ತು. ವೈದ್ಯರ ತಂಡ ರಕ್ತದೊತ್ತಡ, ಮಧುಮೇಹ ಹಾಗೂ ದಂತ ತಪಾಸಣೆ ನಡೆಸಿತು. ಟ್ರಸ್ಟ್ ಅಧ್ಯಕ್ಷರು, ಪದಾಧಿಕಾರಿಗಳು ಉಪಸ್ಥಿತರಿದ್ದರು.: [290, 402, 414, 517]
- movie-title: ಬಘೀರ (ಕ): [662, 155, 689, 163]
- muda-subhead: ದೂರುದಾರ ಸ್ನೇಹಮಯಿ ಕೃಷ್ಣ ಆರೋಪ: [100, 888, 240, 901]
- movie-shows: 4 ಪ್ರದರ್ಶನಗಳು: [893, 130, 931, 138]
- lead-photo: [182, 124, 492, 284]
- theatre-name-text: ವುಡ್‌ಲ್ಯಾಂಡ್ಸ್ ಚಿತ್ರಮಂದಿರ: [662, 142, 727, 151]
- mvc-box: [657, 650, 939, 752]
- movie-shows: 2 ಪ್ರದರ್ಶನಗಳು: [893, 377, 931, 385]
- theatre-name: [658, 191, 937, 203]
- theatre-name: [658, 327, 937, 339]
- drc-logo: [660, 388, 720, 418]
- doctor-figure: [548, 432, 584, 552]
- waqf-lake-kicker: ಕೆರೆಯನ್ನೇ ನುಂಗಿದ ವಕ್ಫ್ ಬೋರ್ಡ್!: [93, 604, 247, 619]
- showtime-row: ಬಘೀರ (ಕ): ಬೆ.10.30, ಮ.1.45, ಸಂ.5.05, ರಾ.8.20, ರಾ.10.45: [660, 810, 936, 821]
- showtime-row: ಸಿಂಗಂ ಅಗೇನ್ (ಹಿಂ): ಬೆ.10.00, ಬೆ.11.00, ಮ.1.30, ಮ.2.30, ಸಂ.5.00, ರಾ.8.30: [660, 799, 936, 810]
- person-figure: [414, 164, 444, 272]
- section-rule: [54, 351, 650, 352]
- showtime-row: ಸ್ಕ್ರೀನ್ 1 ಲಕ್ಕಿ ಭಾಸ್ಕರ್ (ತೆ): ಬೆ.10.30, ಮ.1.45, ಸಂ.7.15, ರಾ.10.30, ಅಮರನ್ (ತ): ಸಂ.4.15: [660, 422, 936, 433]
- bullet-2-text: ಹಿಂದು ಮಠ-ಮಂದಿರಗಳ ಕಬಳಿಸುವ ಯತ್ನ: [435, 1122, 585, 1135]
- movie-title: ಸಿಂಗಂ ಅಗೇನ್ (ಹಿಂ): [662, 316, 711, 324]
- movie-row: [658, 279, 937, 290]
- showtime-row: ಸ್ಕ್ರೀನ್ 4 ಭೂಲ್ ಭುಲಯ್ಯ 3 (ಹಿಂ): ಬೆ.11.00, ಮ.2.30, ಸಂ.6.00, ರಾ.9.30: [660, 455, 936, 466]
- column-rule: [287, 352, 288, 1082]
- certificate: [589, 184, 623, 222]
- pvr-logo-text: PVR: [675, 763, 707, 779]
- drc-logo-text: DRC: [671, 391, 709, 410]
- movie-shows: 2 ಪ್ರದರ್ಶನಗಳು: [893, 316, 931, 324]
- movie-row: [658, 254, 937, 265]
- inox-phone: ದೂ : 2533444 / 2433456: [758, 547, 890, 558]
- assault-headline: ಮೈಸೂರಲ್ಲಿ ಯುವತಿ ಮೇಲೆ ಸಾಮೂಹಿಕ ಅತ್ಯಾಚಾರವೆಸಗಿದವರಿಗೆ ಕಠಿಣ ಶಿಕ್ಷೆಗೆ ಆಗ್ರಹ: [659, 899, 937, 934]
- theatre-name-text: ಪ್ರಭಾ: [662, 353, 675, 362]
- poster: [332, 198, 366, 236]
- movie-row: [658, 340, 937, 351]
- movie-shows: 2 ಪ್ರದರ್ಶನಗಳು: [893, 305, 931, 313]
- muda-headline: ಮುಡಾ ನಿವೇಶನ ಹಂಚಿಕೆ ಹಗರಣದಲ್ಲಿ ಸಿದ್ದರಾಮಯ್ಯ ಭಾಗಿ: [64, 840, 276, 884]
- health-camp-headline: ಶ್ರೀಮಹದೇಶ್ವರ ಸ್ವಾಮಿ ಪೂಜಾ ಮಹೋತ್ಸವ ಅಂಗವಾಗಿ ಉಚಿತ ಆರೋಗ್ಯ ತಪಾಸಣೆ, ಔಷಧಿ ವಿತರಣೆ ಶಿಬಿರ: [297, 357, 643, 396]
- theatre-name: [658, 216, 937, 228]
- rangayana-banner: ರಂಗಾಯಣ: [342, 130, 482, 152]
- waqf-farmers-body: ಬೆಂಗಳೂರು, ನ.8 (ಕಂಡಿ)- ರಾಜ್ಯದಲ್ಲಿ ರೈತರ ಜಮೀನುಗಳನ್ನು ವಕ್ಫ್ ಆಸ್ತಿಯೆಂದು ಘೋಷಿಸುವ ಮೂಲಕ ಕಾಂಗ್ರೆಸ್ ಸರ್ಕಾರ ರೈತರ ವಿರುದ್ಧ ವಕ್ಫ್ ಛೂ ಬಿಟ್ಟಿದೆ ಎಂದು ಕೇಂದ್ರ ಸಚಿವ ಪ್ರಹ್ಲಾದ್ ಜೋಶಿ ಆರೋಪಿಸಿದರು. ಸುದ್ದಿಗೋಷ್ಠಿಯಲ್ಲಿ ಮಾತನಾಡಿದ ಅವರು, ರಾಜ್ಯದ ಹಲವು ಜಿಲ್ಲೆಗಳಲ್ಲಿ ರೈತರ ಪಹಣಿಗಳಲ್ಲಿ ವಕ್ಫ್ ಹೆಸರು ಸೇರಿಸಲಾಗಿದೆ. ಹಿಂದು ಮಠ-ಮಂದಿರಗಳ ಆಸ್ತಿಯನ್ನೂ ಕಬಳಿಸುವ ಯತ್ನ ನಡೆಯುತ್ತಿದೆ. ಇದು ಓಲೈಕೆ ರಾಜಕಾರಣದ ಪರಮಾವಧಿ. ಕೇಂದ್ರ ಸರ್ಕಾರ ವಕ್ಫ್ ಕಾಯ್ದೆ ತಿದ್ದುಪಡಿ ಮಸೂದೆ ಮಂಡಿಸಿದೆ. ಜಂಟಿ ಸದನ ಸಮಿತಿ ಪರಿಶೀಲನೆ ನಡೆಸುತ್ತಿದೆ. ರೈತರು ಆತಂಕ ಪಡುವ ಅಗತ್ಯವಿಲ್ಲ. ಬಿಜೆಪಿ ರೈತರ ಪರವಾಗಿ ಹೋರಾಟ ನಡೆಸಲಿದೆ. ಸರ್ಕಾರ ತಕ್ಷಣ ನೋಟಿಸ್‌ಗಳನ್ನು ಹಿಂಪಡೆಯಬೇಕು. ಇಲ್ಲದಿದ್ದರೆ ರಾಜ್ಯಾದ್ಯಂತ ಉಗ್ರ ಹೋರಾಟ ನಡೆಸಲಾಗುವುದು ಎಂದು ಎಚ್ಚರಿಸಿದರು. 1,500 ಎಕರೆಗೂ ಹೆಚ್ಚು ಜಮೀನು ವಕ್ಫ್ ಹೆಸರಿಗೆ ಬದಲಾಗಿದೆ. ದಾಖಲೆಗಳನ್ನು ಪರಿಶೀಲಿಸಲಾಗುತ್ತಿದೆ. ಮುಖ್ಯಮಂತ್ರಿಗಳು ಈ ಬಗ್ಗೆ ಸ್ಪಷ್ಟನೆ ನೀಡಬೇಕು. ಸಚಿವ ಜಮೀರ್ ಅಹ್ಮದ್ ಖಾನ್ ರಾಜೀನಾಮೆ ನೀಡಬೇಕು ಎಂದು ಆಗ್ರಹಿಸಿದರು. ಕಾಂಗ್ರೆಸ್ ನಾಯಕರು ಜನರನ್ನು ದಾರಿ ತಪ್ಪಿಸುತ್ತಿದ್ದಾರೆ. 175 ಮಠಗಳ ಆಸ್ತಿ ವಿಚಾರವೂ ಬೆಳಕಿಗೆ ಬಂದಿದೆ. ಈ ಕುರಿತು ಸಂಸತ್ತಿನಲ್ಲೂ ಧ್ವನಿ ಎತ್ತಲಾಗುವುದು. ರೈತರ ಹಿತ ಕಾಪಾಡುವುದು ನಮ್ಮ ಆದ್ಯತೆ.: [178, 1140, 652, 1213]
- inox-box: [657, 526, 939, 646]
